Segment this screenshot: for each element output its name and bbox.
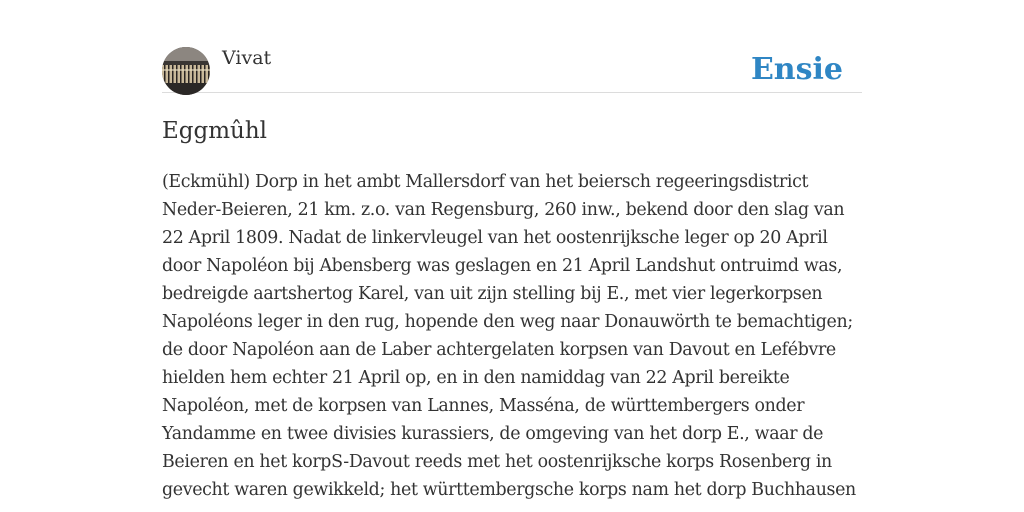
- book-spines-image: [162, 47, 210, 95]
- header: [162, 46, 862, 93]
- article-title: Eggmûhl: [162, 118, 268, 144]
- ensie-logo[interactable]: Ensie: [750, 52, 843, 87]
- avatar[interactable]: [162, 47, 210, 95]
- article-body: (Eckmühl) Dorp in het ambt Mallersdorf van het beiersch regeeringsdistrict Neder-Beieren, 21 km. z.o. van Regensburg, 260 inw., bekend door den slag van 22 April 1809. Nadat de linkervleugel van het oostenrijksche leger op 20 April door Napoléon bij Abensberg was geslagen en 21 April Landshut ontruimd was, bedreigde aartshertog Karel, van uit zijn stelling bij E., met vier legerkorpsen Napoléons leger in den rug, hopende den weg naar Donauwörth te bemachtigen; de door Napoléon aan de Laber achtergelaten korpsen van Davout en Lefébvre hielden hem echter 21 April op, en in den namiddag van 22 April bereikte Napoléon, met de korpsen van Lannes, Masséna, de württembergers onder Yandamme en twee divisies kurassiers, de omgeving van het dorp E., waar de Beieren en het korpS-Davout reeds met het oostenrijksche korps Rosenberg in gevecht waren gewikkeld; het württembergsche korps nam het dorp Buchhausen: [162, 172, 856, 500]
- source-name[interactable]: Vivat: [222, 47, 272, 69]
